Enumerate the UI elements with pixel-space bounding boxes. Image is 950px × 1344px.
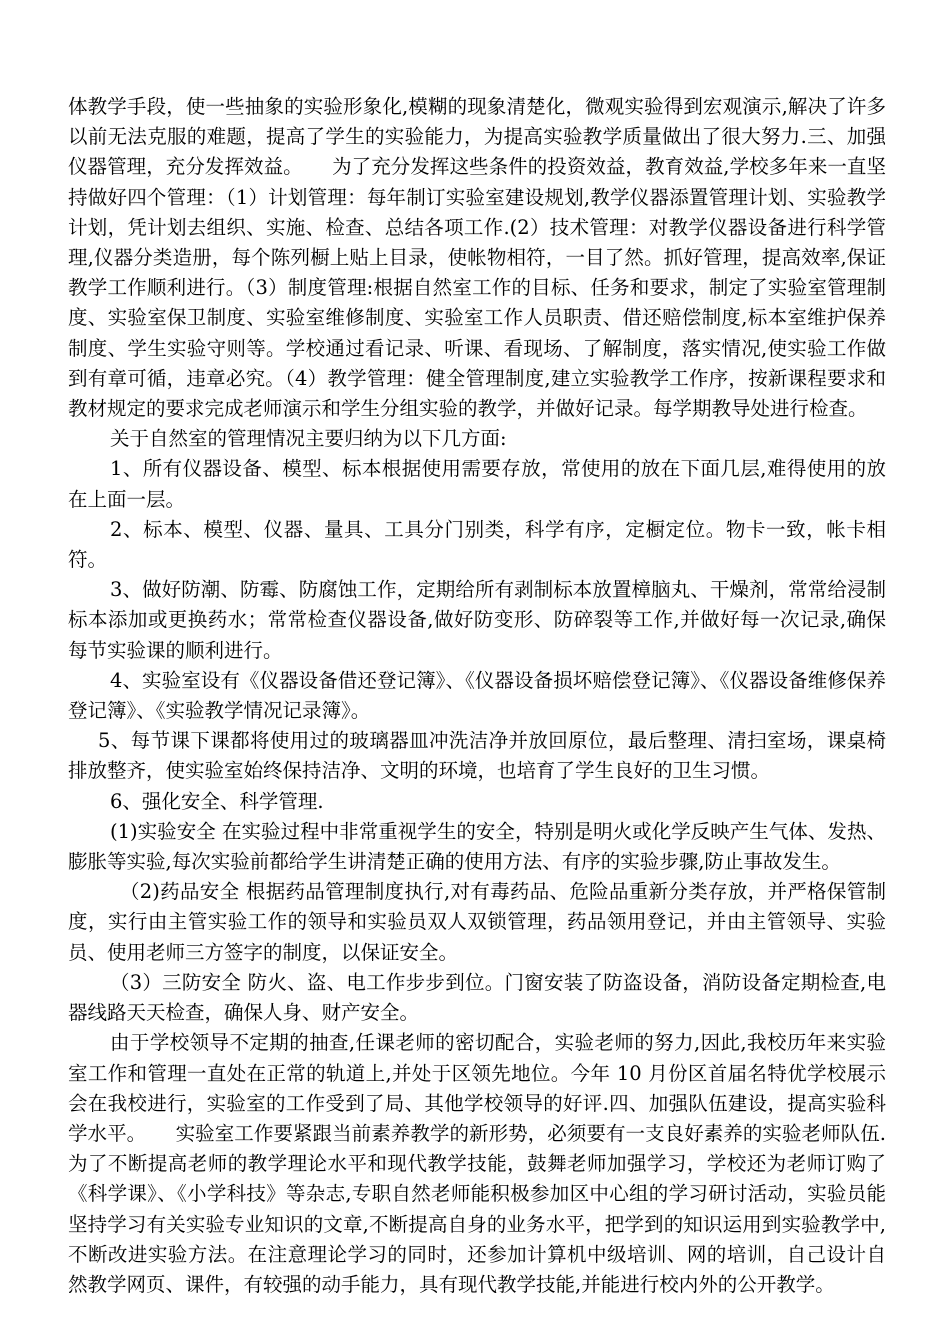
paragraph-item-2: 2、标本、模型、仪器、量具、工具分门别类，科学有序，定橱定位。物卡一致，帐卡相符。	[68, 517, 886, 572]
paragraph-lab-safety: (1)实验安全 在实验过程中非常重视学生的安全，特别是明火或化学反映产生气体、发热、膨胀等实验,每次实验前都给学生讲清楚正确的使用方法、有序的实验步骤,防止事故发生。	[68, 819, 886, 874]
paragraph-conclusion: 由于学校领导不定期的抽查,任课老师的密切配合，实验老师的努力,因此,我校历年来实验室工作和管理一直处在正常的轨道上,并处于区领先地位。今年 10 月份区首届名特优学校展示会在我校进行，实验室的工作受到了局、其他学校领导的好评.四、加强队伍建设，提高实验科学水平。 实验室工作要紧跟当前素养教学的新形势，必须要有一支良好素养的实验老师队伍.为了不断提高老师的教学理论水平和现代教学技能，鼓舞老师加强学习，学校还为老师订购了《科学课》、《小学科技》等杂志,专职自然老师能积极参加区中心组的学习研讨活动，实验员能坚持学习有关实验专业知识的文章,不断提高自身的业务水平，把学到的知识运用到实验教学中,不断改进实验方法。在注意理论学习的同时，还参加计算机中级培训、网的培训，自己设计自然教学网页、课件，有较强的动手能力，具有现代教学技能,并能进行校内外的公开教学。	[68, 1031, 886, 1296]
paragraph-item-4: 4、实验室设有《仪器设备借还登记簿》、《仪器设备损坏赔偿登记簿》、《仪器设备维修保养登记簿》、《实验教学情况记录簿》。	[68, 668, 886, 723]
paragraph-item-5: 5、每节课下课都将使用过的玻璃器皿冲洗洁净并放回原位，最后整理、清扫室场，课桌椅排放整齐，使实验室始终保持洁净、文明的环境，也培育了学生良好的卫生习惯。	[68, 729, 886, 783]
paragraph-intro: 体教学手段，使一些抽象的实验形象化,模糊的现象清楚化，微观实验得到宏观演示,解决了许多以前无法克服的难题，提高了学生的实验能力，为提高实验教学质量做出了很大努力.三、加强仪器管理，充分发挥效益。 为了充分发挥这些条件的投资效益，教育效益,学校多年来一直坚持做好四个管理：（1）计划管理：每年制订实验室建设规划,教学仪器添置管理计划、实验教学计划，凭计划去组织、实施、检查、总结各项工作.(2）技术管理：对教学仪器设备进行科学管理,仪器分类造册，每个陈列橱上贴上目录，使帐物相符，一目了然。抓好管理，提高效率,保证教学工作顺利进行。（3）制度管理:根据自然室工作的目标、任务和要求，制定了实验室管理制度、实验室保卫制度、实验室维修制度、实验室工作人员职责、借还赔偿制度,标本室维护保养制度、学生实验守则等。学校通过看记录、听课、看现场、了解制度，落实情况,使实验工作做到有章可循，违章必究。（4）教学管理：健全管理制度,建立实验教学工作序，按新课程要求和教材规定的要求完成老师演示和学生分组实验的教学，并做好记录。每学期教导处进行检查。	[68, 95, 886, 421]
paragraph-summary-heading: 关于自然室的管理情况主要归纳为以下几方面:	[110, 427, 507, 451]
paragraph-drug-safety: （2)药品安全 根据药品管理制度执行,对有毒药品、危险品重新分类存放，并严格保管制度，实行由主管实验工作的领导和实验员双人双锁管理，药品领用登记，并由主管领导、实验员、使用老师三方签字的制度，以保证安全。	[68, 880, 886, 964]
paragraph-item-3: 3、做好防潮、防霉、防腐蚀工作，定期给所有剥制标本放置樟脑丸、干燥剂，常常给浸制标本添加或更换药水；常常检查仪器设备,做好防变形、防碎裂等工作,并做好每一次记录,确保每节实验课的顺利进行。	[68, 578, 886, 662]
document-body	[68, 92, 886, 1300]
paragraph-three-safety: （3）三防安全 防火、盗、电工作步步到位。门窗安装了防盗设备，消防设备定期检查,电器线路天天检查，确保人身、财产安全。	[68, 970, 886, 1025]
paragraph-item-1: 1、所有仪器设备、模型、标本根据使用需要存放，常使用的放在下面几层,难得使用的放在上面一层。	[68, 457, 886, 511]
paragraph-item-6: 6、强化安全、科学管理.	[110, 789, 324, 813]
